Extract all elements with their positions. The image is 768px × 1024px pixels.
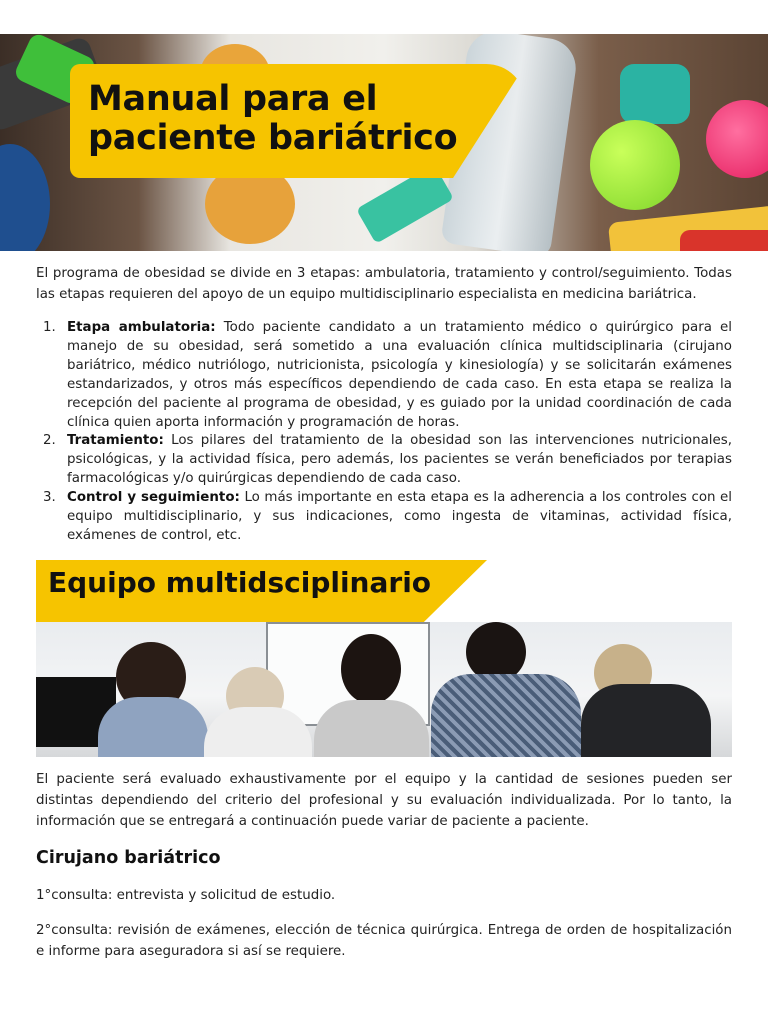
person-5-body: [581, 684, 711, 757]
surgeon-heading: Cirujano bariátrico: [36, 848, 221, 868]
stages-list: [36, 319, 732, 546]
stage-text: Lo más importante en esta etapa es la adherencia a los controles con el equipo multidisciplinario, y sus indicaciones, como ingesta de vitaminas, actividad física, exámenes de control, etc.: [67, 490, 733, 543]
stage-text: Todo paciente candidato a un tratamiento médico o quirúrgico para el manejo de su obesidad, será sometido a una evaluación clínica multidsciplinaria (cirujano bariátrico, médico nutriólogo, nutricionista, psicología y kinesiología) y se solicitarán exámenes estandarizados, y otros más específicos dependiendo de cada caso. En esta etapa se realiza la recepción del paciente al programa de obesidad, y es guiado por la unidad coordinación de cada clínica quien aporta información y programación de horas.: [67, 320, 733, 430]
stage-number: 1.: [43, 320, 56, 335]
team-meeting-photo: [36, 622, 732, 757]
person-2-body: [204, 707, 312, 757]
blue-band-shape: [0, 144, 50, 251]
person-4: [466, 622, 526, 682]
intro-paragraph: El programa de obesidad se divide en 3 etapas: ambulatoria, tratamiento y control/seguimiento. Todas las etapas requieren del apoyo de un equipo multidisciplinario especialista en medicina bariátrica.: [36, 266, 732, 302]
teal-grip-shape: [620, 64, 690, 124]
red-band-shape: [680, 230, 768, 251]
stage-label: Tratamiento:: [67, 433, 164, 449]
stage-text: Los pilares del tratamiento de la obesidad son las intervenciones nutricionales, psicológicas, y la actividad física, pero además, los pacientes se verán beneficiados por terapias farmacológicas y/o quirúrgicas dependiendo de cada caso.: [67, 433, 732, 487]
stage-item: [36, 319, 732, 432]
stage-number: 2.: [43, 433, 56, 449]
consult-2-text: 2°consulta: revisión de exámenes, elección de técnica quirúrgica. Entrega de orden de hospitalización e informe para aseguradora si así se requiere.: [36, 923, 732, 959]
person-3-body: [314, 700, 429, 757]
person-1-body: [98, 697, 208, 757]
green-ball-shape: [590, 120, 680, 210]
stage-item: [36, 489, 732, 546]
person-4-body: [431, 674, 581, 757]
page-title: Manual para el paciente bariátrico: [88, 79, 458, 158]
stage-label: Control y seguimiento:: [67, 490, 240, 506]
stage-item: [36, 432, 732, 489]
person-3: [341, 634, 401, 704]
consult-1-text: 1°consulta: entrevista y solicitud de estudio.: [36, 888, 336, 903]
stage-label: Etapa ambulatoria:: [67, 320, 216, 335]
evaluation-paragraph: El paciente será evaluado exhaustivamente por el equipo y la cantidad de sesiones pueden ser distintas dependiendo del criterio del profesional y su evaluación individualizada. Por lo tanto, la información que se entregará a continuación puede variar de paciente a paciente.: [36, 772, 732, 829]
team-section-title: Equipo multidsciplinario: [48, 566, 432, 599]
stage-number: 3.: [43, 490, 56, 506]
pink-massage-ball-shape: [706, 100, 768, 178]
